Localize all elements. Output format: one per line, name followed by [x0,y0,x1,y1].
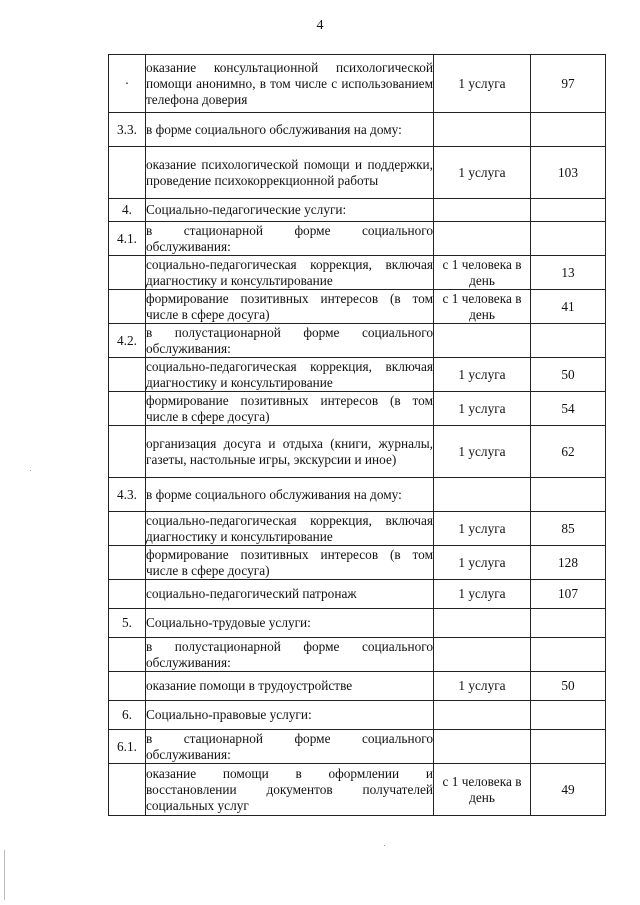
tariff-value: 13 [531,256,606,290]
tariff-value: 62 [531,426,606,478]
row-number [109,358,146,392]
service-description: социально-педагогический патронаж [146,580,434,609]
unit-of-service: 1 услуга [434,546,531,580]
table-row [109,147,606,199]
service-description: в стационарной форме социального обслуживания: [146,222,433,254]
tariff-value: 54 [531,392,606,426]
tariff-value: 85 [531,512,606,546]
unit-of-service [434,222,531,256]
tariff-value [531,222,606,256]
table-row [109,764,606,816]
unit-of-service [434,324,531,358]
table-row [109,199,606,222]
unit-of-service: 1 услуга [434,426,531,478]
table-row [109,426,606,478]
service-description: Социально-правовые услуги: [146,701,434,730]
service-description: социально-педагогическая коррекция, включая диагностику и консультирование [146,358,433,390]
service-description: оказание помощи в оформлении и восстановлении документов получателей социальных услуг [146,764,434,816]
service-description: оказание помощи в трудоустройстве [146,672,434,701]
tariff-value: 128 [531,546,606,580]
row-number: 4.1. [109,222,146,256]
tariff-value [531,478,606,512]
table-row [109,701,606,730]
row-number [109,256,146,290]
service-description: в форме социального обслуживания на дому: [146,113,434,147]
unit-of-service: 1 услуга [434,358,531,392]
tariff-value [531,701,606,730]
unit-of-service [434,478,531,512]
tariff-value [531,113,606,147]
unit-of-service [434,113,531,147]
service-description: в форме социального обслуживания на дому: [146,478,434,512]
row-number [109,426,146,478]
tariff-value: 107 [531,580,606,609]
table-row [109,730,606,764]
unit-of-service [434,730,531,764]
row-number: 3.3. [109,113,146,147]
table-row [109,358,606,392]
table-row [109,512,606,546]
unit-of-service: с 1 человека в день [434,290,531,324]
service-description: в стационарной форме социального обслуживания: [146,730,433,762]
service-description: Социально-трудовые услуги: [146,609,434,638]
unit-of-service: 1 услуга [434,580,531,609]
unit-of-service: 1 услуга [434,672,531,701]
row-number [109,290,146,324]
unit-of-service: 1 услуга [434,512,531,546]
table-row [109,478,606,512]
unit-of-service: с 1 человека в день [434,764,531,816]
table-row [109,290,606,324]
tariff-value [531,609,606,638]
row-number: 6.1. [109,730,146,764]
page-number: 4 [316,18,324,33]
table-row [109,580,606,609]
unit-of-service [434,199,531,222]
table-row [109,55,606,113]
service-description: организация досуга и отдыха (книги, журналы, газеты, настольные игры, экскурсии и иное) [146,426,434,478]
row-number [109,147,146,199]
unit-of-service: 1 услуга [434,55,531,113]
unit-of-service: с 1 человека в день [434,256,531,290]
scan-edge-mark [4,850,5,900]
unit-of-service [434,609,531,638]
row-number [109,764,146,816]
service-description: формирование позитивных интересов (в том числе в сфере досуга) [146,392,433,424]
tariff-value [531,730,606,764]
row-number: 4.3. [109,478,146,512]
tariff-value: 50 [531,358,606,392]
unit-of-service: 1 услуга [434,147,531,199]
tariff-value: 97 [531,55,606,113]
row-number [109,672,146,701]
table-row [109,672,606,701]
service-description: формирование позитивных интересов (в том числе в сфере досуга) [146,546,433,578]
services-price-table [108,54,606,816]
table-row [109,609,606,638]
row-number [109,512,146,546]
row-number [109,546,146,580]
tariff-value: 103 [531,147,606,199]
service-description: оказание психологической помощи и поддержки, проведение психокоррекционной работы [146,147,434,199]
tariff-value: 49 [531,764,606,816]
unit-of-service [434,638,531,672]
service-description: в полустационарной форме социального обслуживания: [146,638,433,670]
service-description: социально-педагогическая коррекция, включая диагностику и консультирование [146,256,433,288]
scan-speck [30,470,31,471]
scan-speck [384,845,385,846]
row-number [109,638,146,672]
tariff-value: 50 [531,672,606,701]
table-row [109,256,606,290]
service-description: Социально-педагогические услуги: [146,199,434,222]
row-number [109,392,146,426]
row-number: 6. [109,701,146,730]
tariff-value: 41 [531,290,606,324]
service-description: формирование позитивных интересов (в том числе в сфере досуга) [146,290,433,322]
table-row [109,638,606,672]
row-number: 4.2. [109,324,146,358]
row-number: · [109,55,146,113]
table-row [109,546,606,580]
table-row [109,392,606,426]
unit-of-service [434,701,531,730]
table-row [109,324,606,358]
unit-of-service: 1 услуга [434,392,531,426]
table-row [109,222,606,256]
row-number: 5. [109,609,146,638]
service-description: оказание консультационной психологической помощи анонимно, в том числе с использованием телефона доверия [146,55,434,113]
service-description: в полустационарной форме социального обслуживания: [146,324,433,356]
tariff-value [531,324,606,358]
row-number: 4. [109,199,146,222]
table-row [109,113,606,147]
row-number [109,580,146,609]
tariff-value [531,638,606,672]
tariff-value [531,199,606,222]
service-description: социально-педагогическая коррекция, включая диагностику и консультирование [146,512,433,544]
